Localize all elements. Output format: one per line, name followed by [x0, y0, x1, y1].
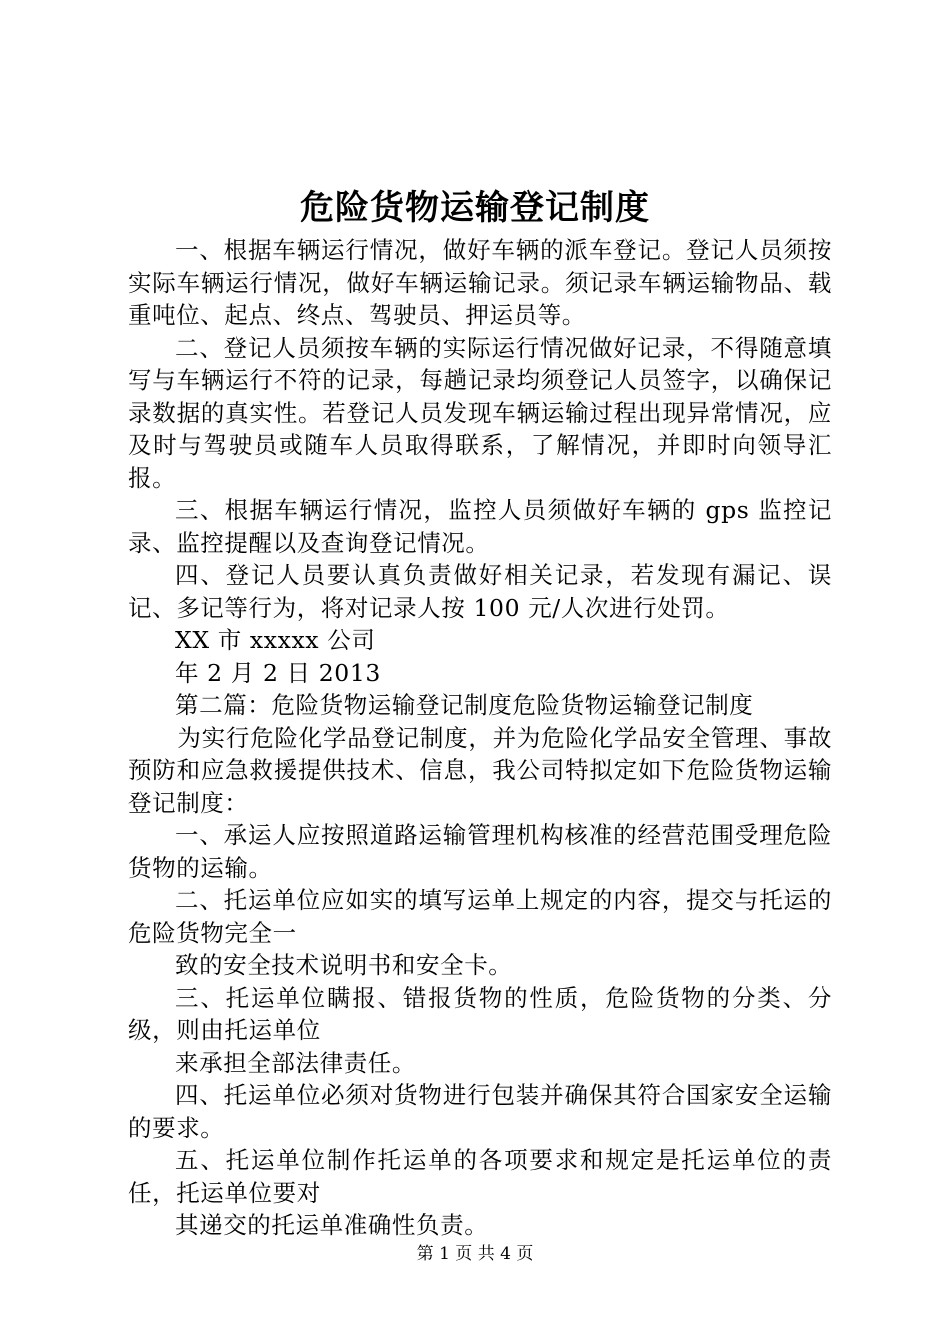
paragraph-9: 五、托运单位制作托运单的各项要求和规定是托运单位的责任，托运单位要对: [128, 1146, 832, 1207]
paragraph-3: 三、根据车辆运行情况，监控人员须做好车辆的 gps 监控记录、监控提醒以及查询登记情况。: [128, 496, 832, 557]
paragraph-4: 四、登记人员要认真负责做好相关记录，若发现有漏记、误记、多记等行为，将对记录人按 100 元/人次进行处罚。: [128, 561, 832, 622]
paragraph-intro-2: 为实行危险化学品登记制度，并为危险化学品安全管理、事故预防和应急救援提供技术、信息，我公司特拟定如下危险货物运输登记制度：: [128, 723, 832, 817]
document-title: 危险货物运输登记制度: [300, 188, 650, 228]
paragraph-5: 一、承运人应按照道路运输管理机构核准的经营范围受理危险货物的运输。: [128, 821, 832, 882]
document-body: [128, 234, 832, 1242]
document-date: 年 2 月 2 日 2013: [175, 658, 381, 687]
paragraph-6-cont: 致的安全技术说明书和安全卡。: [175, 951, 513, 979]
paragraph-2: 二、登记人员须按车辆的实际运行情况做好记录，不得随意填写与车辆运行不符的记录，每趟记录均须登记人员签字，以确保记录数据的真实性。若登记人员发现车辆运输过程出现异常情况，应及时与驾驶员或随车人员取得联系，了解情况，并即时向领导汇报。: [128, 333, 832, 492]
paragraph-9-cont: 其递交的托运单准确性负责。: [175, 1211, 489, 1239]
paragraph-7-cont: 来承担全部法律责任。: [175, 1048, 416, 1077]
page-footer: 第 1 页 共 4 页: [416, 1244, 534, 1264]
paragraph-7: 三、托运单位瞒报、错报货物的性质，危险货物的分类、分级，则由托运单位: [128, 983, 832, 1044]
paragraph-8: 四、托运单位必须对货物进行包装并确保其符合国家安全运输的要求。: [128, 1081, 832, 1142]
company-name: XX 市 xxxxx 公司: [175, 626, 376, 654]
section-heading-2: 第二篇：危险货物运输登记制度危险货物运输登记制度: [175, 691, 754, 719]
paragraph-6: 二、托运单位应如实的填写运单上规定的内容，提交与托运的危险货物完全一: [128, 886, 832, 947]
paragraph-1: 一、根据车辆运行情况，做好车辆的派车登记。登记人员须按实际车辆运行情况，做好车辆运输记录。须记录车辆运输物品、载重吨位、起点、终点、驾驶员、押运员等。: [128, 236, 832, 329]
